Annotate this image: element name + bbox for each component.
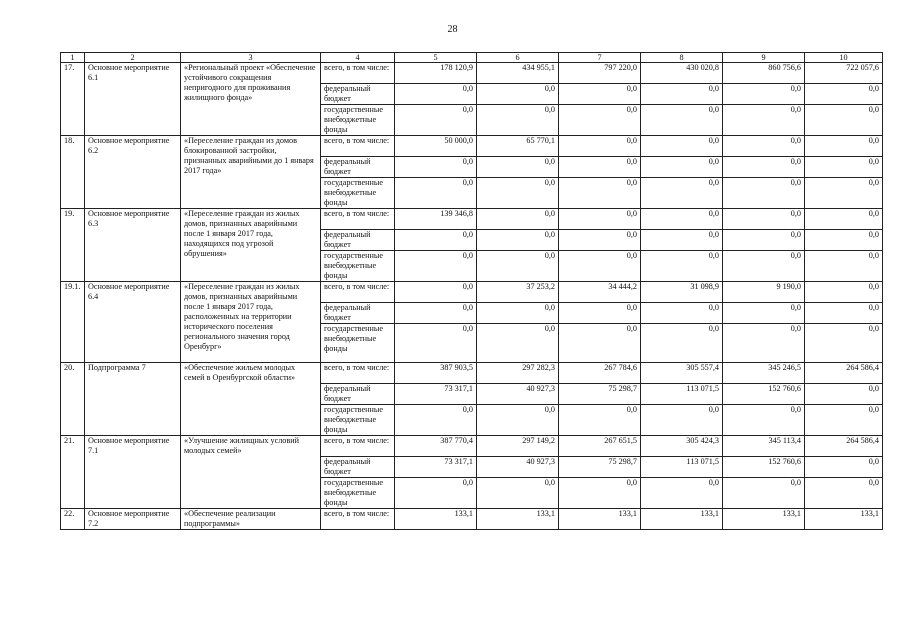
amount-cell: 34 444,2 (559, 282, 641, 303)
amount-cell: 178 120,9 (395, 63, 477, 84)
funding-source: государственные внебюджетные фонды (321, 478, 395, 509)
program-name: «Переселение граждан из домов блокированной застройки, признанных аварийными до 1 января 2017 года» (181, 136, 321, 209)
amount-cell: 0,0 (723, 136, 805, 157)
amount-cell: 387 903,5 (395, 363, 477, 384)
amount-cell: 0,0 (395, 405, 477, 436)
amount-cell: 0,0 (395, 303, 477, 324)
amount-cell: 152 760,6 (723, 457, 805, 478)
column-header: 7 (559, 53, 641, 63)
funding-source: государственные внебюджетные фонды (321, 324, 395, 363)
column-header: 8 (641, 53, 723, 63)
amount-cell: 31 098,9 (641, 282, 723, 303)
amount-cell: 0,0 (723, 209, 805, 230)
amount-cell: 9 190,0 (723, 282, 805, 303)
row-number: 17. (61, 63, 85, 136)
amount-cell: 0,0 (641, 157, 723, 178)
row-number: 21. (61, 436, 85, 509)
funding-source: государственные внебюджетные фонды (321, 178, 395, 209)
amount-cell: 0,0 (559, 478, 641, 509)
table-row (61, 282, 883, 303)
amount-cell: 152 760,6 (723, 384, 805, 405)
amount-cell: 0,0 (559, 251, 641, 282)
amount-cell: 133,1 (723, 509, 805, 530)
amount-cell: 264 586,4 (805, 436, 883, 457)
amount-cell: 0,0 (559, 178, 641, 209)
amount-cell: 0,0 (395, 157, 477, 178)
amount-cell: 430 020,8 (641, 63, 723, 84)
funding-source: федеральный бюджет (321, 84, 395, 105)
amount-cell: 0,0 (559, 136, 641, 157)
amount-cell: 0,0 (477, 251, 559, 282)
amount-cell: 133,1 (559, 509, 641, 530)
amount-cell: 0,0 (395, 282, 477, 303)
amount-cell: 0,0 (805, 84, 883, 105)
funding-source: федеральный бюджет (321, 457, 395, 478)
amount-cell: 50 000,0 (395, 136, 477, 157)
funding-source: федеральный бюджет (321, 157, 395, 178)
amount-cell: 0,0 (723, 324, 805, 363)
amount-cell: 133,1 (805, 509, 883, 530)
amount-cell: 267 784,6 (559, 363, 641, 384)
amount-cell: 0,0 (805, 157, 883, 178)
amount-cell: 0,0 (559, 84, 641, 105)
amount-cell: 0,0 (723, 230, 805, 251)
amount-cell: 0,0 (641, 84, 723, 105)
amount-cell: 0,0 (641, 251, 723, 282)
amount-cell: 860 756,6 (723, 63, 805, 84)
program-name: «Обеспечение жильем молодых семей в Оренбургской области» (181, 363, 321, 436)
amount-cell: 73 317,1 (395, 457, 477, 478)
funding-source: всего, в том числе: (321, 63, 395, 84)
amount-cell: 0,0 (559, 324, 641, 363)
funding-source: всего, в том числе: (321, 436, 395, 457)
amount-cell: 0,0 (559, 105, 641, 136)
amount-cell: 0,0 (723, 405, 805, 436)
table-row (61, 363, 883, 384)
funding-source: всего, в том числе: (321, 509, 395, 530)
amount-cell: 0,0 (641, 105, 723, 136)
funding-source: федеральный бюджет (321, 230, 395, 251)
amount-cell: 65 770,1 (477, 136, 559, 157)
amount-cell: 0,0 (805, 303, 883, 324)
funding-source: всего, в том числе: (321, 209, 395, 230)
amount-cell: 305 557,4 (641, 363, 723, 384)
amount-cell: 0,0 (723, 478, 805, 509)
amount-cell: 0,0 (641, 478, 723, 509)
amount-cell: 0,0 (559, 209, 641, 230)
amount-cell: 345 113,4 (723, 436, 805, 457)
amount-cell: 0,0 (723, 157, 805, 178)
funding-source: федеральный бюджет (321, 384, 395, 405)
row-number: 18. (61, 136, 85, 209)
amount-cell: 0,0 (477, 478, 559, 509)
amount-cell: 0,0 (805, 324, 883, 363)
program-kind: Подпрограмма 7 (85, 363, 181, 436)
program-kind: Основное мероприятие 6.1 (85, 63, 181, 136)
funding-source: государственные внебюджетные фонды (321, 405, 395, 436)
amount-cell: 0,0 (805, 282, 883, 303)
column-header: 2 (85, 53, 181, 63)
amount-cell: 267 651,5 (559, 436, 641, 457)
amount-cell: 0,0 (723, 251, 805, 282)
amount-cell: 0,0 (805, 136, 883, 157)
amount-cell: 0,0 (641, 136, 723, 157)
amount-cell: 75 298,7 (559, 457, 641, 478)
table-row (61, 509, 883, 530)
amount-cell: 0,0 (477, 230, 559, 251)
amount-cell: 139 346,8 (395, 209, 477, 230)
amount-cell: 0,0 (805, 178, 883, 209)
amount-cell: 0,0 (641, 209, 723, 230)
amount-cell: 0,0 (805, 457, 883, 478)
table-row (61, 63, 883, 84)
amount-cell: 797 220,0 (559, 63, 641, 84)
amount-cell: 0,0 (805, 384, 883, 405)
amount-cell: 0,0 (477, 405, 559, 436)
column-header: 3 (181, 53, 321, 63)
amount-cell: 0,0 (395, 478, 477, 509)
table-row (61, 436, 883, 457)
amount-cell: 133,1 (641, 509, 723, 530)
amount-cell: 297 149,2 (477, 436, 559, 457)
column-header: 9 (723, 53, 805, 63)
program-kind: Основное мероприятие 6.2 (85, 136, 181, 209)
amount-cell: 113 071,5 (641, 457, 723, 478)
column-header: 4 (321, 53, 395, 63)
program-name: «Региональный проект «Обеспечение устойчивого сокращения непригодного для проживания жилищного фонда» (181, 63, 321, 136)
funding-source: всего, в том числе: (321, 282, 395, 303)
amount-cell: 0,0 (477, 178, 559, 209)
program-name: «Переселение граждан из жилых домов, признанных аварийными после 1 января 2017 года, расположенных на территории исторического поселения регионального значения город Оренбург» (181, 282, 321, 363)
program-kind: Основное мероприятие 7.2 (85, 509, 181, 530)
program-name: «Переселение граждан из жилых домов, признанных аварийными после 1 января 2017 года, находящихся под угрозой обрушения» (181, 209, 321, 282)
amount-cell: 0,0 (805, 105, 883, 136)
amount-cell: 0,0 (395, 324, 477, 363)
amount-cell: 0,0 (805, 405, 883, 436)
amount-cell: 0,0 (641, 178, 723, 209)
program-kind: Основное мероприятие 7.1 (85, 436, 181, 509)
table-row (61, 136, 883, 157)
amount-cell: 722 057,6 (805, 63, 883, 84)
column-header: 6 (477, 53, 559, 63)
amount-cell: 0,0 (559, 157, 641, 178)
row-number: 20. (61, 363, 85, 436)
amount-cell: 0,0 (805, 251, 883, 282)
budget-table (60, 52, 883, 530)
amount-cell: 0,0 (559, 230, 641, 251)
amount-cell: 0,0 (395, 251, 477, 282)
amount-cell: 0,0 (559, 405, 641, 436)
row-number: 19.1. (61, 282, 85, 363)
amount-cell: 0,0 (477, 324, 559, 363)
amount-cell: 264 586,4 (805, 363, 883, 384)
amount-cell: 305 424,3 (641, 436, 723, 457)
header-row (61, 53, 883, 63)
page-number: 28 (447, 24, 458, 35)
amount-cell: 0,0 (477, 157, 559, 178)
amount-cell: 40 927,3 (477, 457, 559, 478)
amount-cell: 0,0 (723, 178, 805, 209)
column-header: 1 (61, 53, 85, 63)
amount-cell: 387 770,4 (395, 436, 477, 457)
funding-source: всего, в том числе: (321, 136, 395, 157)
program-name: «Обеспечение реализации подпрограммы» (181, 509, 321, 530)
column-header: 5 (395, 53, 477, 63)
amount-cell: 297 282,3 (477, 363, 559, 384)
funding-source: государственные внебюджетные фонды (321, 105, 395, 136)
amount-cell: 0,0 (477, 209, 559, 230)
amount-cell: 345 246,5 (723, 363, 805, 384)
amount-cell: 73 317,1 (395, 384, 477, 405)
funding-source: всего, в том числе: (321, 363, 395, 384)
amount-cell: 0,0 (641, 303, 723, 324)
amount-cell: 75 298,7 (559, 384, 641, 405)
amount-cell: 0,0 (641, 230, 723, 251)
amount-cell: 0,0 (805, 209, 883, 230)
amount-cell: 133,1 (395, 509, 477, 530)
amount-cell: 0,0 (723, 303, 805, 324)
amount-cell: 0,0 (641, 405, 723, 436)
amount-cell: 0,0 (395, 84, 477, 105)
program-name: «Улучшение жилищных условий молодых семей» (181, 436, 321, 509)
amount-cell: 0,0 (723, 105, 805, 136)
amount-cell: 0,0 (723, 84, 805, 105)
amount-cell: 0,0 (395, 230, 477, 251)
program-kind: Основное мероприятие 6.3 (85, 209, 181, 282)
amount-cell: 0,0 (805, 478, 883, 509)
row-number: 19. (61, 209, 85, 282)
amount-cell: 0,0 (559, 303, 641, 324)
amount-cell: 0,0 (395, 178, 477, 209)
row-number: 22. (61, 509, 85, 530)
amount-cell: 0,0 (395, 105, 477, 136)
program-kind: Основное мероприятие 6.4 (85, 282, 181, 363)
column-header: 10 (805, 53, 883, 63)
amount-cell: 133,1 (477, 509, 559, 530)
funding-source: федеральный бюджет (321, 303, 395, 324)
amount-cell: 40 927,3 (477, 384, 559, 405)
amount-cell: 113 071,5 (641, 384, 723, 405)
amount-cell: 0,0 (477, 84, 559, 105)
funding-source: государственные внебюджетные фонды (321, 251, 395, 282)
amount-cell: 434 955,1 (477, 63, 559, 84)
amount-cell: 0,0 (641, 324, 723, 363)
amount-cell: 0,0 (477, 303, 559, 324)
amount-cell: 37 253,2 (477, 282, 559, 303)
table-row (61, 209, 883, 230)
amount-cell: 0,0 (805, 230, 883, 251)
amount-cell: 0,0 (477, 105, 559, 136)
